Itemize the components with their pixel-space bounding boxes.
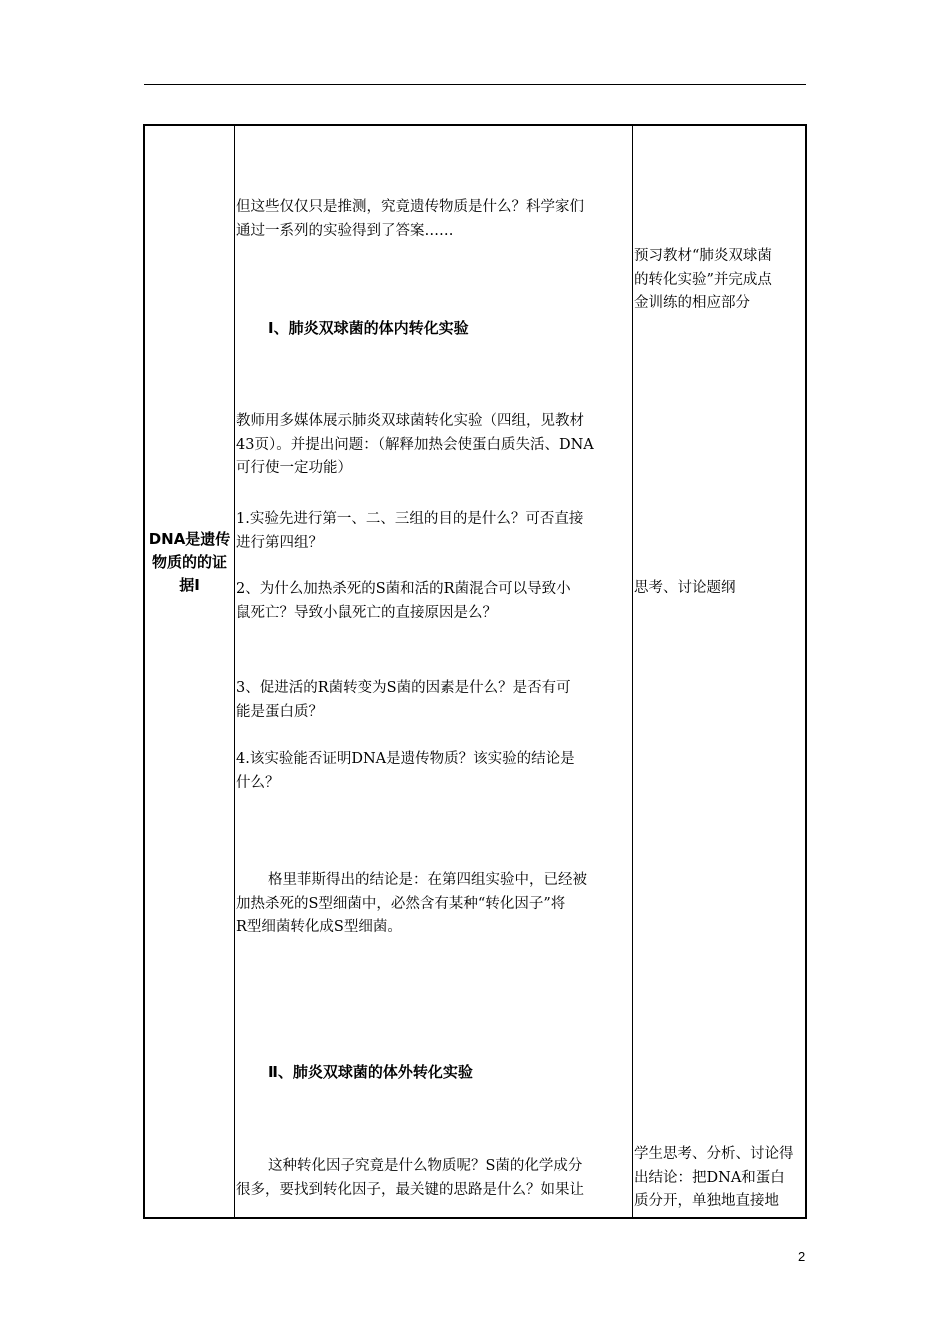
question-2 — [236, 578, 571, 625]
text-line: 质分开，单独地直接地 — [634, 1193, 779, 1209]
text-line: R型细菌转化成S型细菌。 — [236, 919, 402, 935]
text-line: 加热杀死的S型细菌中，必然含有某种“转化因子”将 — [236, 895, 566, 912]
text-line: 鼠死亡？导致小鼠死亡的直接原因是么？ — [236, 604, 497, 621]
section-label — [145, 528, 234, 597]
text-line: 很多，要找到转化因子，最关键的思路是什么？如果让 — [236, 1181, 584, 1198]
text-line: 43页）。并提出问题：（解释加热会使蛋白质失活、DNA — [236, 436, 594, 453]
text-line: 什么？ — [236, 774, 280, 791]
intro-paragraph — [236, 196, 584, 243]
text-line: 出结论：把DNA和蛋白 — [634, 1169, 785, 1186]
column-divider-left — [234, 124, 235, 1219]
column-divider-right — [632, 124, 633, 1219]
preview-task — [634, 245, 772, 316]
text-line: 2、为什么加热杀死的S菌和活的R菌混合可以导致小 — [236, 581, 571, 597]
question-4 — [236, 748, 575, 795]
header-rule — [144, 84, 806, 85]
text-line: 预习教材“肺炎双球菌 — [634, 248, 772, 264]
text-line: 思考、讨论题纲 — [634, 580, 736, 596]
griffith-conclusion — [236, 869, 587, 940]
page-number: 2 — [798, 1249, 806, 1264]
text-line: 3、促进活的R菌转变为S菌的因素是什么？是否有可 — [236, 680, 571, 696]
text-line: 可行使一定功能） — [236, 460, 352, 476]
question-1 — [236, 508, 583, 555]
heading-in-vitro-experiment: Ⅱ、肺炎双球菌的体外转化实验 — [268, 1063, 473, 1081]
discussion-outline — [634, 577, 736, 601]
text-line: 学生思考、分析、讨论得 — [634, 1146, 794, 1162]
student-activity — [634, 1143, 794, 1214]
text-line: 但这些仅仅只是推测，究竟遗传物质是什么？科学家们 — [236, 199, 584, 215]
text-line: 能是蛋白质？ — [236, 703, 323, 720]
text-line: 金训练的相应部分 — [634, 295, 750, 311]
section-label-line: 据Ⅰ — [179, 576, 200, 594]
text-line: 的转化实验”并完成点 — [634, 271, 772, 288]
text-line: 格里菲斯得出的结论是：在第四组实验中，已经被 — [268, 872, 587, 888]
demo-paragraph — [236, 410, 594, 481]
heading-in-vivo-experiment: Ⅰ、肺炎双球菌的体内转化实验 — [268, 319, 469, 337]
question-3 — [236, 677, 571, 724]
text-line: 1.实验先进行第一、二、三组的目的是什么？可否直接 — [236, 511, 584, 527]
text-line: 4.该实验能否证明DNA是遗传物质？该实验的结论是 — [236, 751, 575, 767]
text-line: 进行第四组？ — [236, 534, 323, 551]
transform-factor-paragraph — [236, 1155, 584, 1202]
text-line: 这种转化因子究竟是什么物质呢？S菌的化学成分 — [268, 1158, 583, 1174]
text-line: 通过一系列的实验得到了答案…… — [236, 222, 454, 239]
section-label-line: 物质的的证 — [151, 553, 227, 571]
text-line: 教师用多媒体展示肺炎双球菌转化实验（四组，见教材 — [236, 413, 584, 429]
section-label-line: DNA是遗传 — [148, 530, 231, 548]
